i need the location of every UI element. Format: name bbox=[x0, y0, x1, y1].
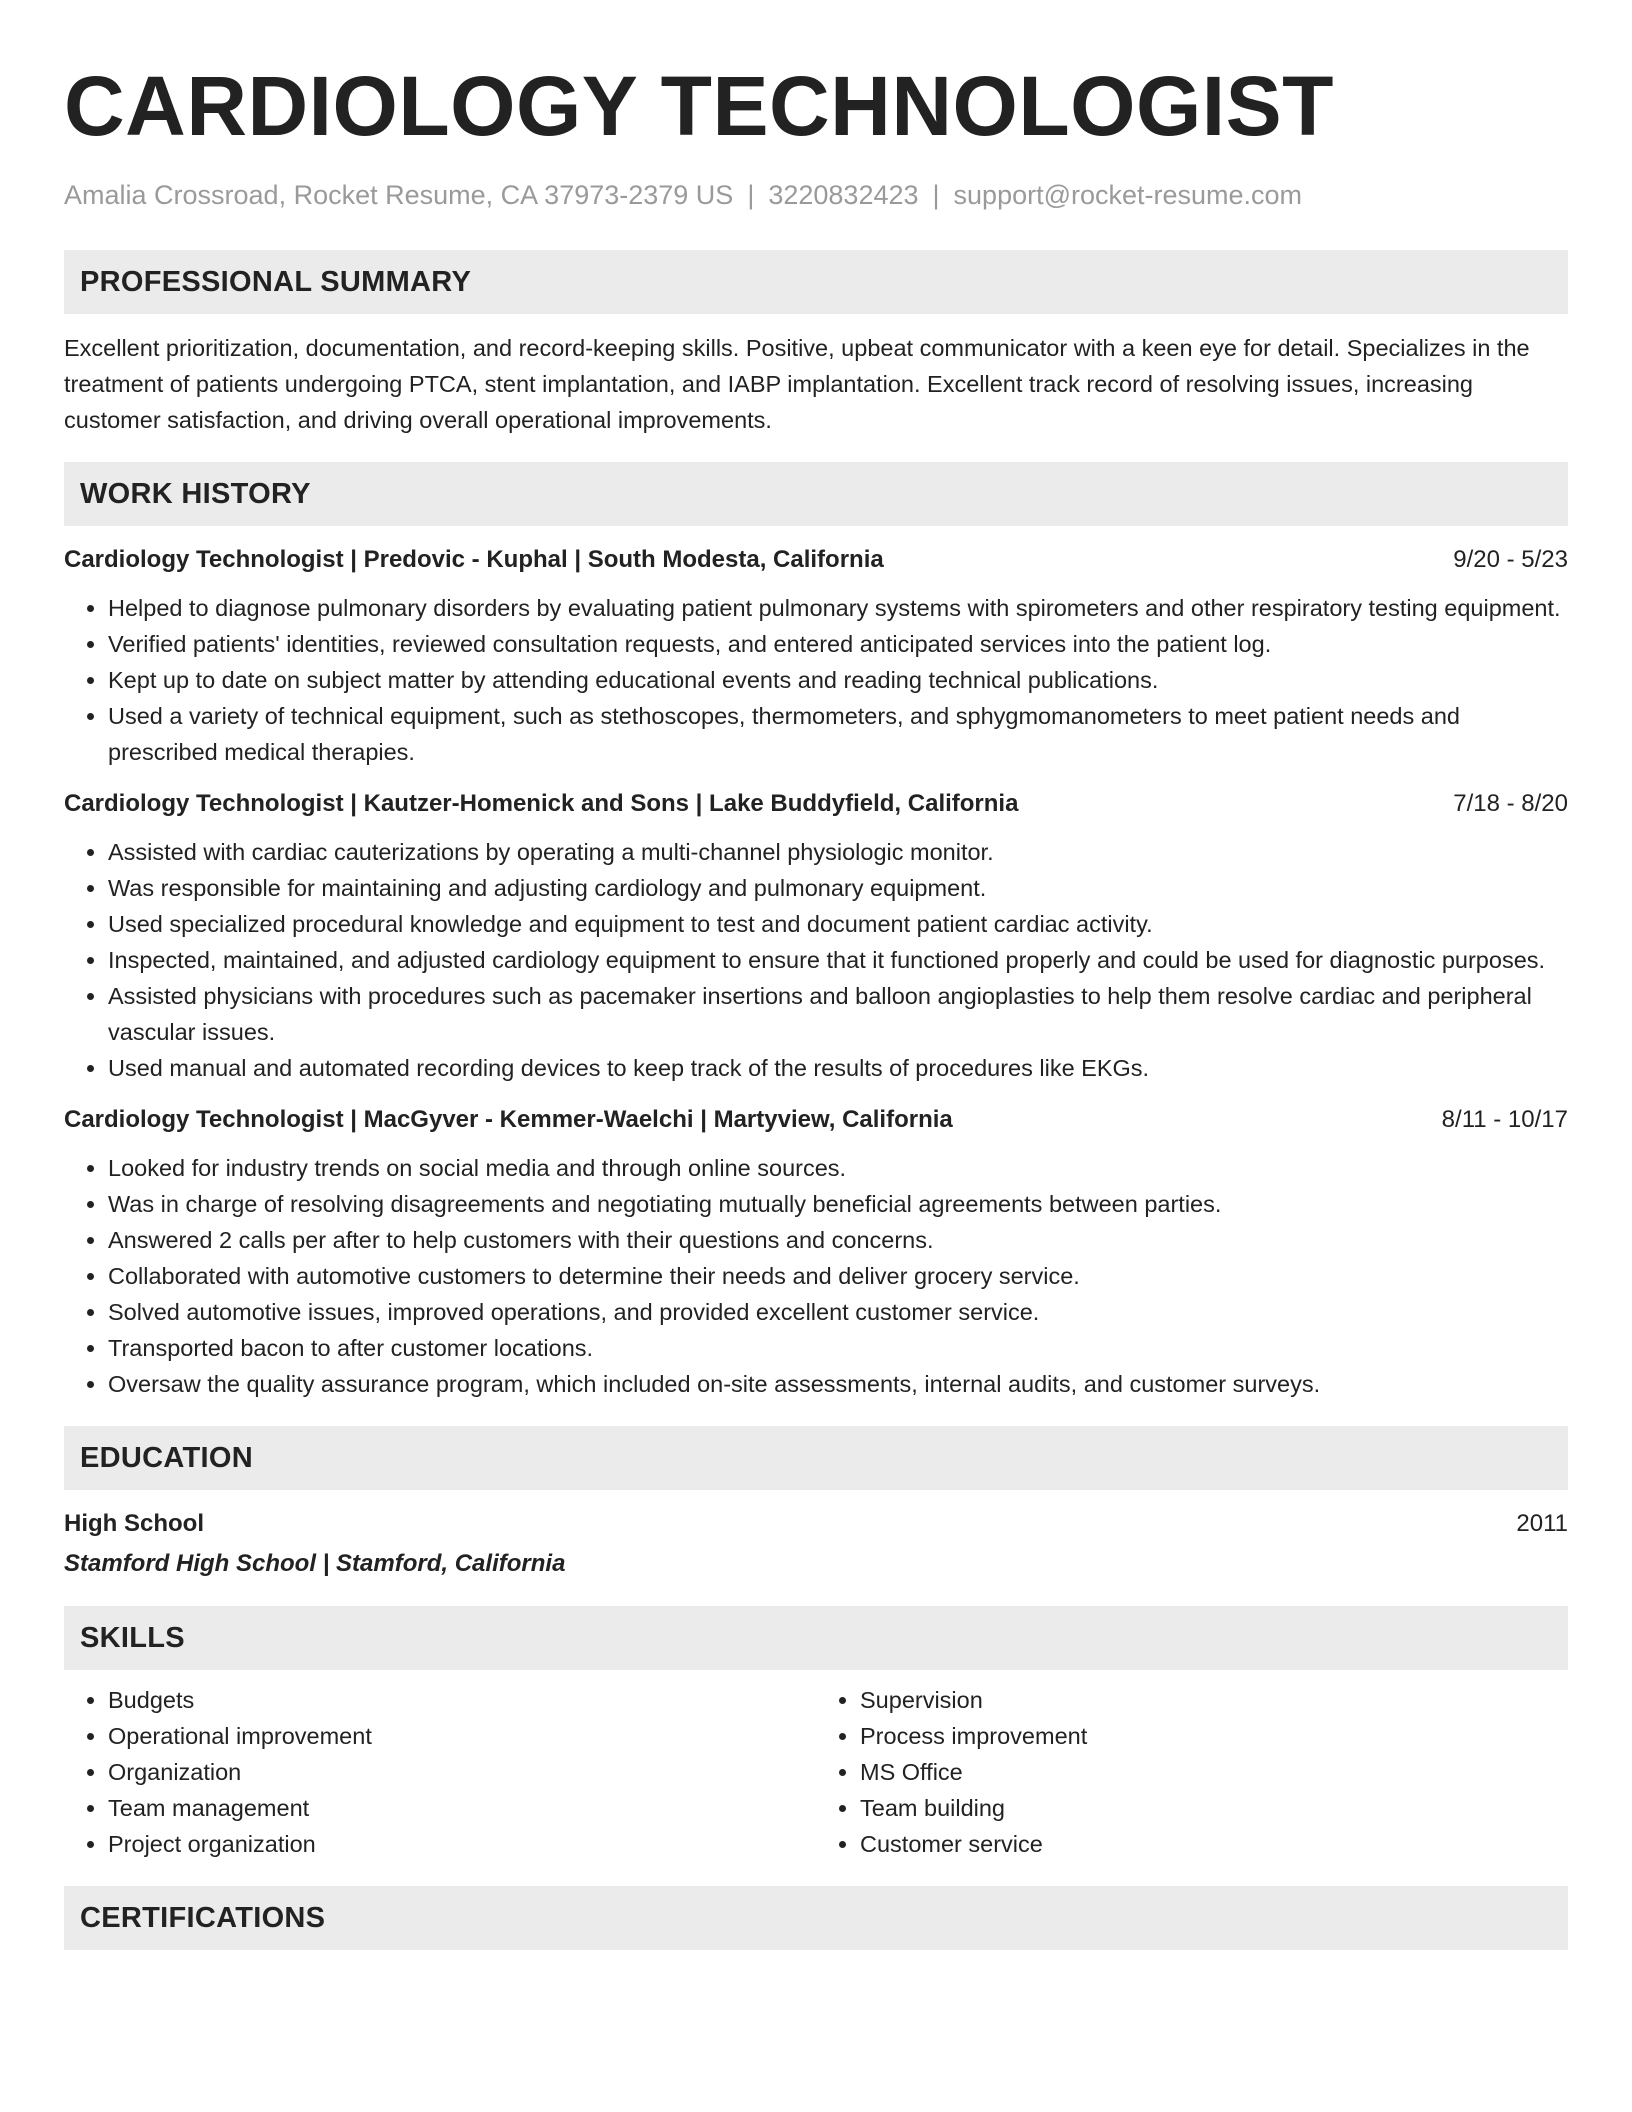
job-bullet: • Assisted physicians with procedures such as pacemaker insertions and balloon angioplasties to help them resolve cardiac and peripheral vascular issues. bbox=[108, 978, 1568, 1050]
skill-item: • Team management bbox=[108, 1790, 816, 1826]
skill-item: • Project organization bbox=[108, 1826, 816, 1862]
email-text: support@rocket-resume.com bbox=[953, 180, 1303, 210]
skill-item: • Process improvement bbox=[860, 1718, 1568, 1754]
job-header bbox=[64, 542, 1568, 578]
job-bullet: • Transported bacon to after customer locations. bbox=[108, 1330, 1568, 1366]
job-bullet: • Oversaw the quality assurance program, which included on-site assessments, internal audits, and customer surveys. bbox=[108, 1366, 1568, 1402]
job-bullet: • Answered 2 calls per after to help customers with their questions and concerns. bbox=[108, 1222, 1568, 1258]
section-heading-education: EDUCATION bbox=[64, 1426, 1568, 1490]
job-bullet: • Helped to diagnose pulmonary disorders by evaluating patient pulmonary systems with spirometers and other respiratory testing equipment. bbox=[108, 590, 1568, 626]
job-bullet: • Was responsible for maintaining and adjusting cardiology and pulmonary equipment. bbox=[108, 870, 1568, 906]
skill-item: • MS Office bbox=[860, 1754, 1568, 1790]
job-bullets bbox=[64, 1150, 1568, 1402]
address-text: Amalia Crossroad, Rocket Resume, CA 37973-2379 US bbox=[64, 180, 734, 210]
skill-item: • Team building bbox=[860, 1790, 1568, 1826]
skill-item: • Organization bbox=[108, 1754, 816, 1790]
job-bullets bbox=[64, 834, 1568, 1086]
job-bullet: • Used a variety of technical equipment, such as stethoscopes, thermometers, and sphygmomanometers to meet patient needs and prescribed medical therapies. bbox=[108, 698, 1568, 770]
summary-text: Excellent prioritization, documentation, and record-keeping skills. Positive, upbeat communicator with a keen eye for detail. Specializes in the treatment of patients undergoing PTCA, stent implantation, and IABP implantation. Excellent track record of resolving issues, increasing customer satisfaction, and driving overall operational improvements. bbox=[64, 335, 1530, 433]
job-bullet: • Inspected, maintained, and adjusted cardiology equipment to ensure that it functioned properly and could be used for diagnostic purposes. bbox=[108, 942, 1568, 978]
job-bullet: • Collaborated with automotive customers to determine their needs and deliver grocery service. bbox=[108, 1258, 1568, 1294]
section-heading-summary: PROFESSIONAL SUMMARY bbox=[64, 250, 1568, 314]
job-bullet: • Assisted with cardiac cauterizations by operating a multi-channel physiologic monitor. bbox=[108, 834, 1568, 870]
skill-item: • Customer service bbox=[860, 1826, 1568, 1862]
phone-text: 3220832423 bbox=[768, 180, 919, 210]
job-entry bbox=[64, 1102, 1568, 1402]
job-bullet: • Looked for industry trends on social media and through online sources. bbox=[108, 1150, 1568, 1186]
job-title: Cardiology Technologist | Predovic - Kuphal | South Modesta, California bbox=[64, 546, 884, 573]
education-year: 2011 bbox=[1516, 1510, 1568, 1537]
job-bullet: • Was in charge of resolving disagreements and negotiating mutually beneficial agreements between parties. bbox=[108, 1186, 1568, 1222]
job-bullet: • Kept up to date on subject matter by attending educational events and reading technical publications. bbox=[108, 662, 1568, 698]
skills-list bbox=[64, 1682, 1568, 1862]
job-dates: 9/20 - 5/23 bbox=[1453, 546, 1568, 573]
job-bullet: • Used manual and automated recording devices to keep track of the results of procedures like EKGs. bbox=[108, 1050, 1568, 1086]
section-heading-skills: SKILLS bbox=[64, 1606, 1568, 1670]
skill-item: • Supervision bbox=[860, 1682, 1568, 1718]
job-dates: 8/11 - 10/17 bbox=[1441, 1106, 1568, 1133]
job-entry bbox=[64, 542, 1568, 770]
skills-column-left bbox=[64, 1682, 816, 1862]
education-degree: High School bbox=[64, 1510, 204, 1537]
job-bullet: • Used specialized procedural knowledge and equipment to test and document patient cardiac activity. bbox=[108, 906, 1568, 942]
contact-line bbox=[64, 178, 1568, 212]
job-header bbox=[64, 786, 1568, 822]
job-bullet: • Solved automotive issues, improved operations, and provided excellent customer service. bbox=[108, 1294, 1568, 1330]
section-heading-work-history: WORK HISTORY bbox=[64, 462, 1568, 526]
resume-title: CARDIOLOGY TECHNOLOGIST bbox=[64, 59, 1334, 153]
job-title: Cardiology Technologist | Kautzer-Homenick and Sons | Lake Buddyfield, California bbox=[64, 790, 1019, 817]
job-dates: 7/18 - 8/20 bbox=[1453, 790, 1568, 817]
job-bullet: • Verified patients' identities, reviewed consultation requests, and entered anticipated services into the patient log. bbox=[108, 626, 1568, 662]
contact-separator: | bbox=[747, 180, 755, 210]
education-school: Stamford High School | Stamford, California bbox=[64, 1550, 566, 1577]
job-title: Cardiology Technologist | MacGyver - Kemmer-Waelchi | Martyview, California bbox=[64, 1106, 953, 1133]
job-header bbox=[64, 1102, 1568, 1138]
section-heading-certifications: CERTIFICATIONS bbox=[64, 1886, 1568, 1950]
contact-separator: | bbox=[932, 180, 940, 210]
education-entry bbox=[64, 1506, 1568, 1542]
skill-item: • Budgets bbox=[108, 1682, 816, 1718]
job-bullets bbox=[64, 590, 1568, 770]
skill-item: • Operational improvement bbox=[108, 1718, 816, 1754]
job-entry bbox=[64, 786, 1568, 1086]
skills-column-right bbox=[816, 1682, 1568, 1862]
